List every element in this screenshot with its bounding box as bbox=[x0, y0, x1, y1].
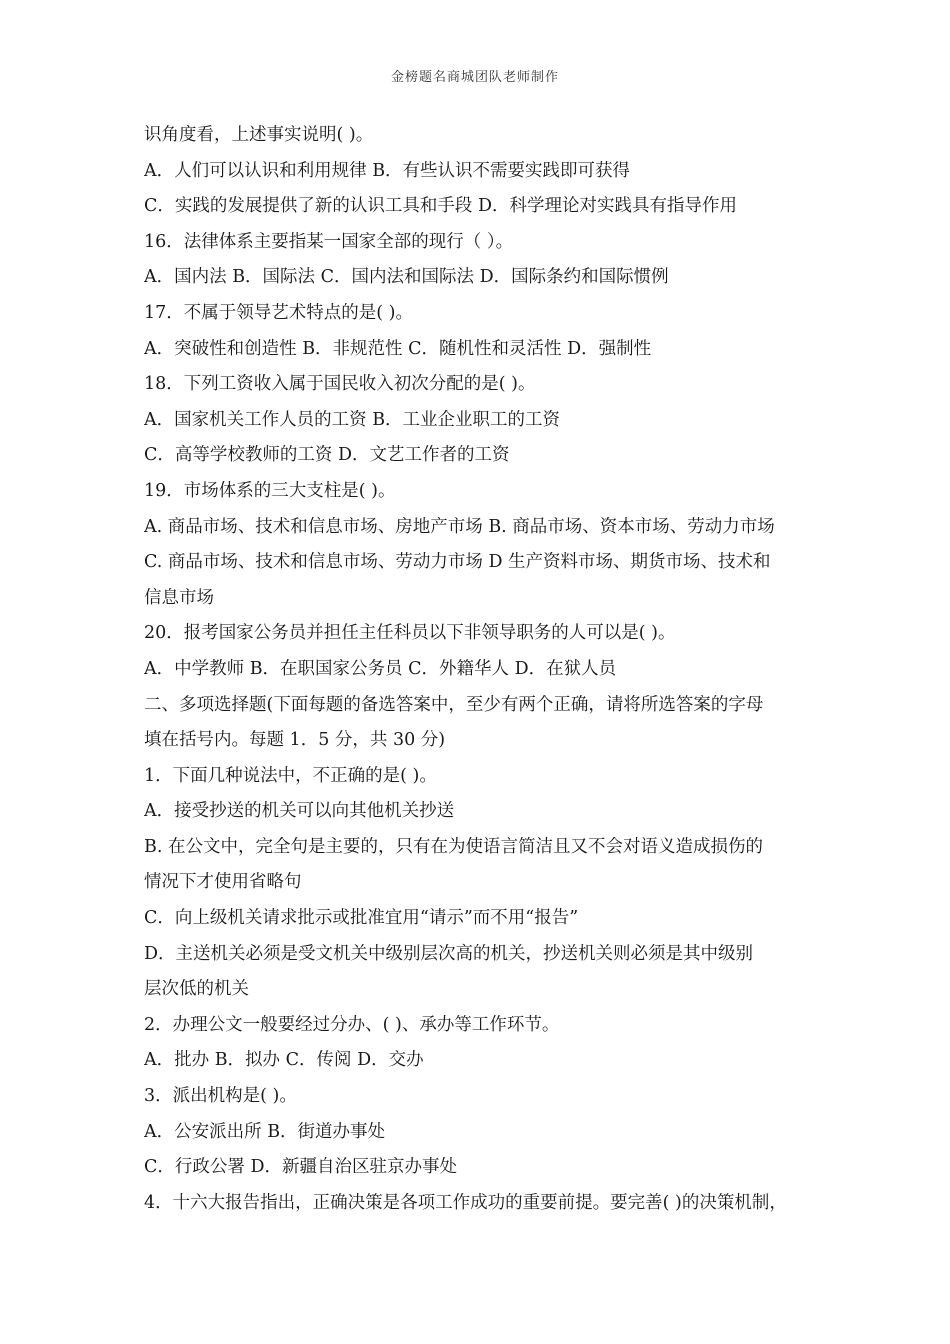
option-line-continued: 情况下才使用省略句 bbox=[144, 872, 302, 893]
question-20: 20．报考国家公务员并担任主任科员以下非领导职务的人可以是( )。 bbox=[144, 623, 676, 644]
page-header: 金榜题名商城团队老师制作 bbox=[390, 70, 559, 85]
option-line: A．接受抄送的机关可以向其他机关抄送 bbox=[144, 801, 455, 822]
text-line: 识角度看，上述事实说明( )。 bbox=[144, 125, 374, 145]
option-line: A．国内法 B．国际法 C．国内法和国际法 D．国际条约和国际惯例 bbox=[144, 267, 669, 288]
option-line-continued: 层次低的机关 bbox=[144, 979, 249, 1000]
option-line: A．中学教师 B．在职国家公务员 C．外籍华人 D．在狱人员 bbox=[144, 658, 617, 679]
option-line: D．主送机关必须是受文机关中级别层次高的机关，抄送机关则必须是其中级别 bbox=[144, 943, 754, 964]
option-line: A．人们可以认识和利用规律 B．有些认识不需要实践即可获得 bbox=[144, 160, 631, 181]
option-line: C．行政公署 D．新疆自治区驻京办事处 bbox=[144, 1157, 457, 1178]
option-line: A．突破性和创造性 B．非规范性 C．随机性和灵活性 D．强制性 bbox=[144, 338, 652, 359]
multi-question-1: 1．下面几种说法中，不正确的是( )。 bbox=[144, 765, 437, 786]
section-heading-continued: 填在括号内。每题 1．5 分，共 30 分) bbox=[144, 730, 446, 751]
option-line: A. 商品市场、技术和信息市场、房地产市场 B. 商品市场、资本市场、劳动力市场 bbox=[144, 516, 775, 537]
option-line-continued: 信息市场 bbox=[144, 587, 214, 608]
option-line: C．高等学校教师的工资 D．文艺工作者的工资 bbox=[144, 445, 510, 466]
option-line: C. 商品市场、技术和信息市场、劳动力市场 D 生产资料市场、期货市场、技术和 bbox=[144, 552, 771, 573]
option-line: C．实践的发展提供了新的认识工具和手段 D．科学理论对实践具有指导作用 bbox=[144, 196, 737, 217]
option-line: A．国家机关工作人员的工资 B．工业企业职工的工资 bbox=[144, 409, 561, 430]
section-heading: 二、多项选择题(下面每题的备选答案中，至少有两个正确，请将所选答案的字母 bbox=[144, 694, 764, 715]
option-line: B. 在公文中，完全句是主要的，只有在为使语言简洁且又不会对语义造成损伤的 bbox=[144, 836, 763, 857]
option-line: A．批办 B．拟办 C．传阅 D．交办 bbox=[144, 1050, 424, 1071]
document-body bbox=[144, 118, 814, 1221]
option-line: C．向上级机关请求批示或批准宜用“请示”而不用“报告” bbox=[144, 908, 579, 929]
option-line: A．公安派出所 B．街道办事处 bbox=[144, 1121, 386, 1142]
multi-question-4: 4．十六大报告指出，正确决策是各项工作成功的重要前提。要完善( )的决策机制， bbox=[144, 1192, 787, 1213]
multi-question-2: 2．办理公文一般要经过分办、( )、承办等工作环节。 bbox=[144, 1014, 560, 1035]
multi-question-3: 3．派出机构是( )。 bbox=[144, 1086, 297, 1107]
question-16: 16．法律体系主要指某一国家全部的现行（ ）。 bbox=[144, 231, 514, 252]
question-17: 17．不属于领导艺术特点的是( )。 bbox=[144, 302, 413, 323]
question-19: 19．市场体系的三大支柱是( )。 bbox=[144, 480, 396, 501]
question-18: 18．下列工资收入属于国民收入初次分配的是( )。 bbox=[144, 374, 536, 395]
